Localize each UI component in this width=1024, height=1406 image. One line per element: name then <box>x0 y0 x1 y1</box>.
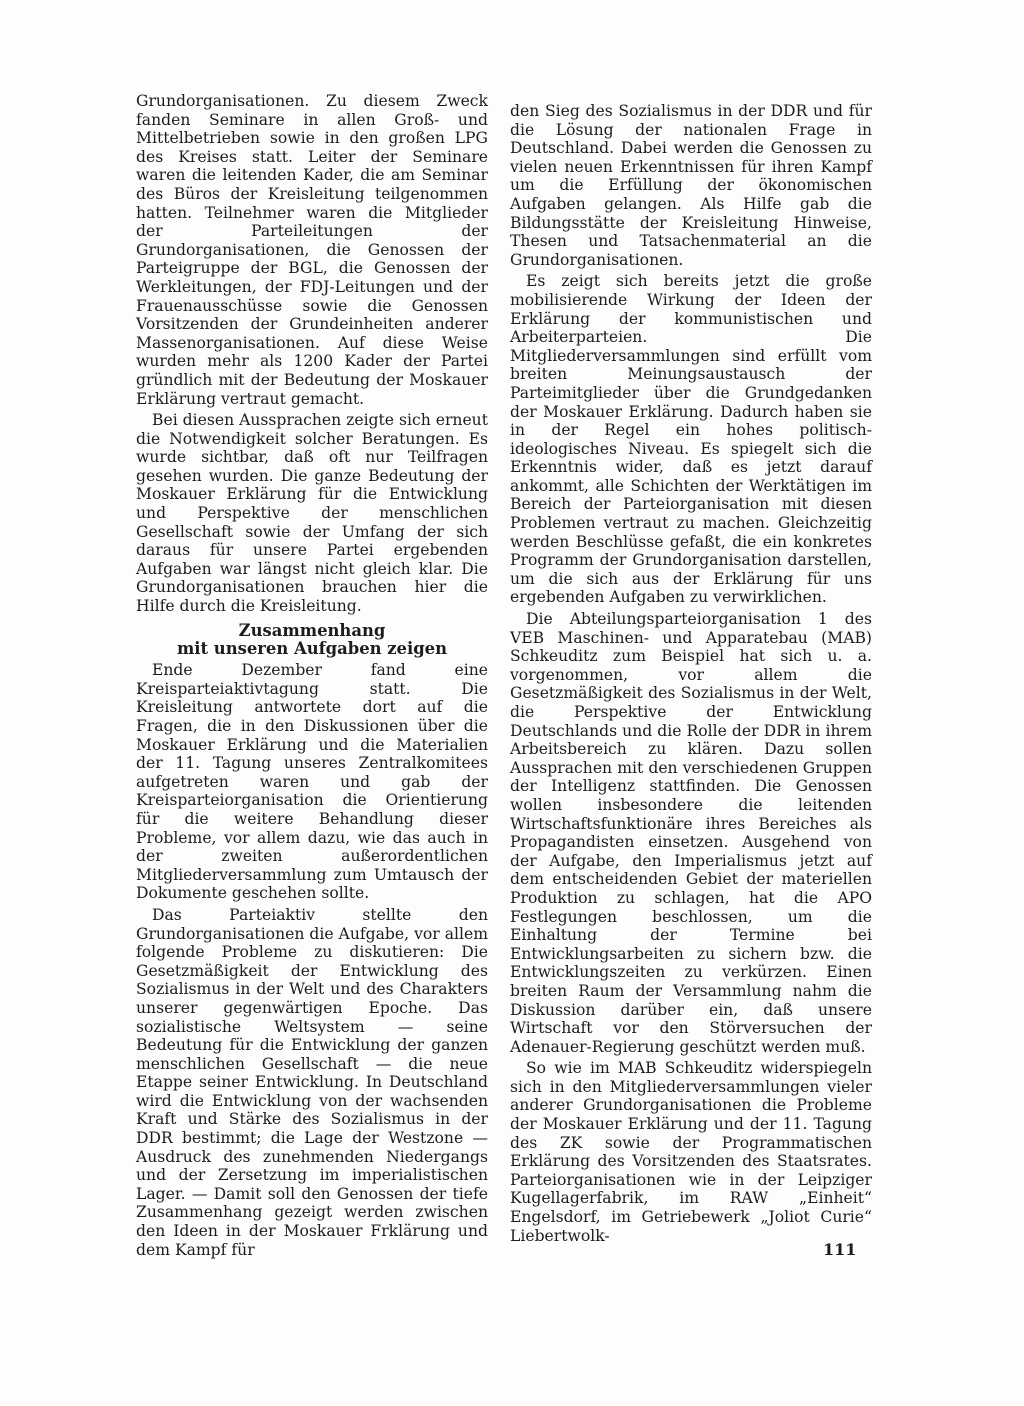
paragraph: den Sieg des Sozialismus in der DDR und für die Lösung der nationalen Frage in Deutschland. Dabei werden die Genossen zu vielen neuen Erkenntnissen für ihren Kampf um die Erfüllung der ökonomischen Aufgaben gelangen. Als Hilfe gab die Bildungsstätte der Kreisleitung Hinweise, Thesen und Tatsachenmaterial an die Grundorganisationen. <box>510 102 872 269</box>
paragraph: Ende Dezember fand eine Kreisparteiaktivtagung statt. Die Kreisleitung antwortete dort auf die Fragen, die in den Diskussionen über die Moskauer Erklärung und die Materialien der 11. Tagung unseres Zentralkomitees aufgetreten waren und gab der Kreisparteiorganisation die Orientierung für die weitere Behandlung dieser Probleme, vor allem dazu, wie das auch in der zweiten außerordentlichen Mitgliederversammlung zum Umtausch der Dokumente geschehen sollte. <box>136 661 488 903</box>
heading-line: mit unseren Aufgaben zeigen <box>176 639 448 659</box>
page-number: 111 <box>823 1240 857 1259</box>
left-column <box>136 92 488 1262</box>
paragraph: Bei diesen Aussprachen zeigte sich erneut die Notwendigkeit solcher Beratungen. Es wurde sichtbar, daß oft nur Teilfragen gesehen wurden. Die ganze Bedeutung der Moskauer Erklärung für die Entwicklung und Perspektive der menschlichen Gesellschaft sowie der Umfang der sich daraus für unsere Partei ergebenden Aufgaben war längst nicht gleich klar. Die Grundorganisationen brauchen hier die Hilfe durch die Kreisleitung. <box>136 411 488 616</box>
paragraph: Grundorganisationen. Zu diesem Zweck fanden Seminare in allen Groß- und Mittelbetrieben sowie in den großen LPG des Kreises statt. Leiter der Seminare waren die leitenden Kader, die am Seminar des Büros der Kreisleitung teilgenommen hatten. Teilnehmer waren die Mitglieder der Parteileitungen der Grundorganisationen, die Genossen der Parteigruppe der BGL, die Genossen der Werkleitungen, der FDJ-Leitungen und der Frauenausschüsse sowie die Genossen Vorsitzenden der Grundeinheiten anderer Massenorganisationen. Auf diese Weise wurden mehr als 1200 Kader der Partei gründlich mit der Bedeutung der Moskauer Erklärung vertraut gemacht. <box>136 92 488 408</box>
paragraph: Das Parteiaktiv stellte den Grundorganisationen die Aufgabe, vor allem folgende Probleme zu diskutieren: Die Gesetzmäßigkeit der Entwicklung des Sozialismus in der Welt und des Charakters unserer gegenwärtigen Epoche. Das sozialistische Weltsystem — seine Bedeutung für die Entwicklung der ganzen menschlichen Gesellschaft — die neue Etappe seiner Entwicklung. In Deutschland wird die Entwicklung von der wachsenden Kraft und Stärke des Sozialismus in der DDR bestimmt; die Lage der Westzone — Ausdruck des zunehmenden Niedergangs und der Zersetzung im imperialistischen Lager. — Damit soll den Genossen der tiefe Zusammenhang gezeigt werden zwischen den Ideen in der Moskauer Frklärung und dem Kampf für <box>136 905 488 1259</box>
paragraph: Die Abteilungsparteiorganisation 1 des VEB Maschinen- und Apparatebau (MAB) Schkeuditz zum Beispiel hat sich u. a. vorgenommen, vor allem die Gesetzmäßigkeit des Sozialismus in der Welt, die Perspektive der Entwicklung Deutschlands und die Rolle der DDR in ihrem Arbeitsbereich zu klären. Dazu sollen Aussprachen mit den verschiedenen Gruppen der Intelligenz stattfinden. Die Genossen wollen insbesondere die leitenden Wirtschaftsfunktionäre ihres Bereiches als Propagandisten einsetzen. Ausgehend von der Aufgabe, den Imperialismus jetzt auf dem entscheidenden Gebiet der materiellen Produktion zu schlagen, hat die APO Festlegungen beschlossen, um die Einhaltung der Termine bei Entwicklungsarbeiten zu sichern bzw. die Entwicklungszeiten zu verkürzen. Einen breiten Raum der Versammlung nahm die Diskussion darüber ein, daß unsere Wirtschaft vor den Störversuchen der Adenauer-Regierung geschützt werden muß. <box>510 610 872 1056</box>
paragraph: So wie im MAB Schkeuditz widerspiegeln sich in den Mitgliederversammlungen vieler anderer Grundorganisationen die Probleme der Moskauer Erklärung und der 11. Tagung des ZK sowie der Programmatischen Erklärung des Vorsitzenden des Staatsrates. Parteiorganisationen wie in der Leipziger Kugellagerfabrik, im RAW „Einheit“ Engelsdorf, im Getriebewerk „Joliot Curie“ Liebertwolk- <box>510 1059 872 1245</box>
right-column <box>510 102 872 1248</box>
heading-line: Zusammenhang <box>238 620 386 640</box>
paragraph: Es zeigt sich bereits jetzt die große mobilisierende Wirkung der Ideen der Erklärung der kommunistischen und Arbeiterparteien. Die Mitgliederversammlungen sind erfüllt vom breiten Meinungsaustausch der Parteimitglieder über die Grundgedanken der Moskauer Erklärung. Dadurch haben sie in der Regel ein hohes politisch-ideologisches Niveau. Es spiegelt sich die Erkenntnis wider, daß es jetzt darauf ankommt, alle Schichten der Werktätigen im Bereich der Parteiorganisation mit diesen Problemen vertraut zu machen. Gleichzeitig werden Beschlüsse gefaßt, die ein konkretes Programm der Grundorganisation darstellen, um die sich aus der Erklärung für uns ergebenden Aufgaben zu verwirklichen. <box>510 272 872 607</box>
section-heading <box>136 622 488 660</box>
